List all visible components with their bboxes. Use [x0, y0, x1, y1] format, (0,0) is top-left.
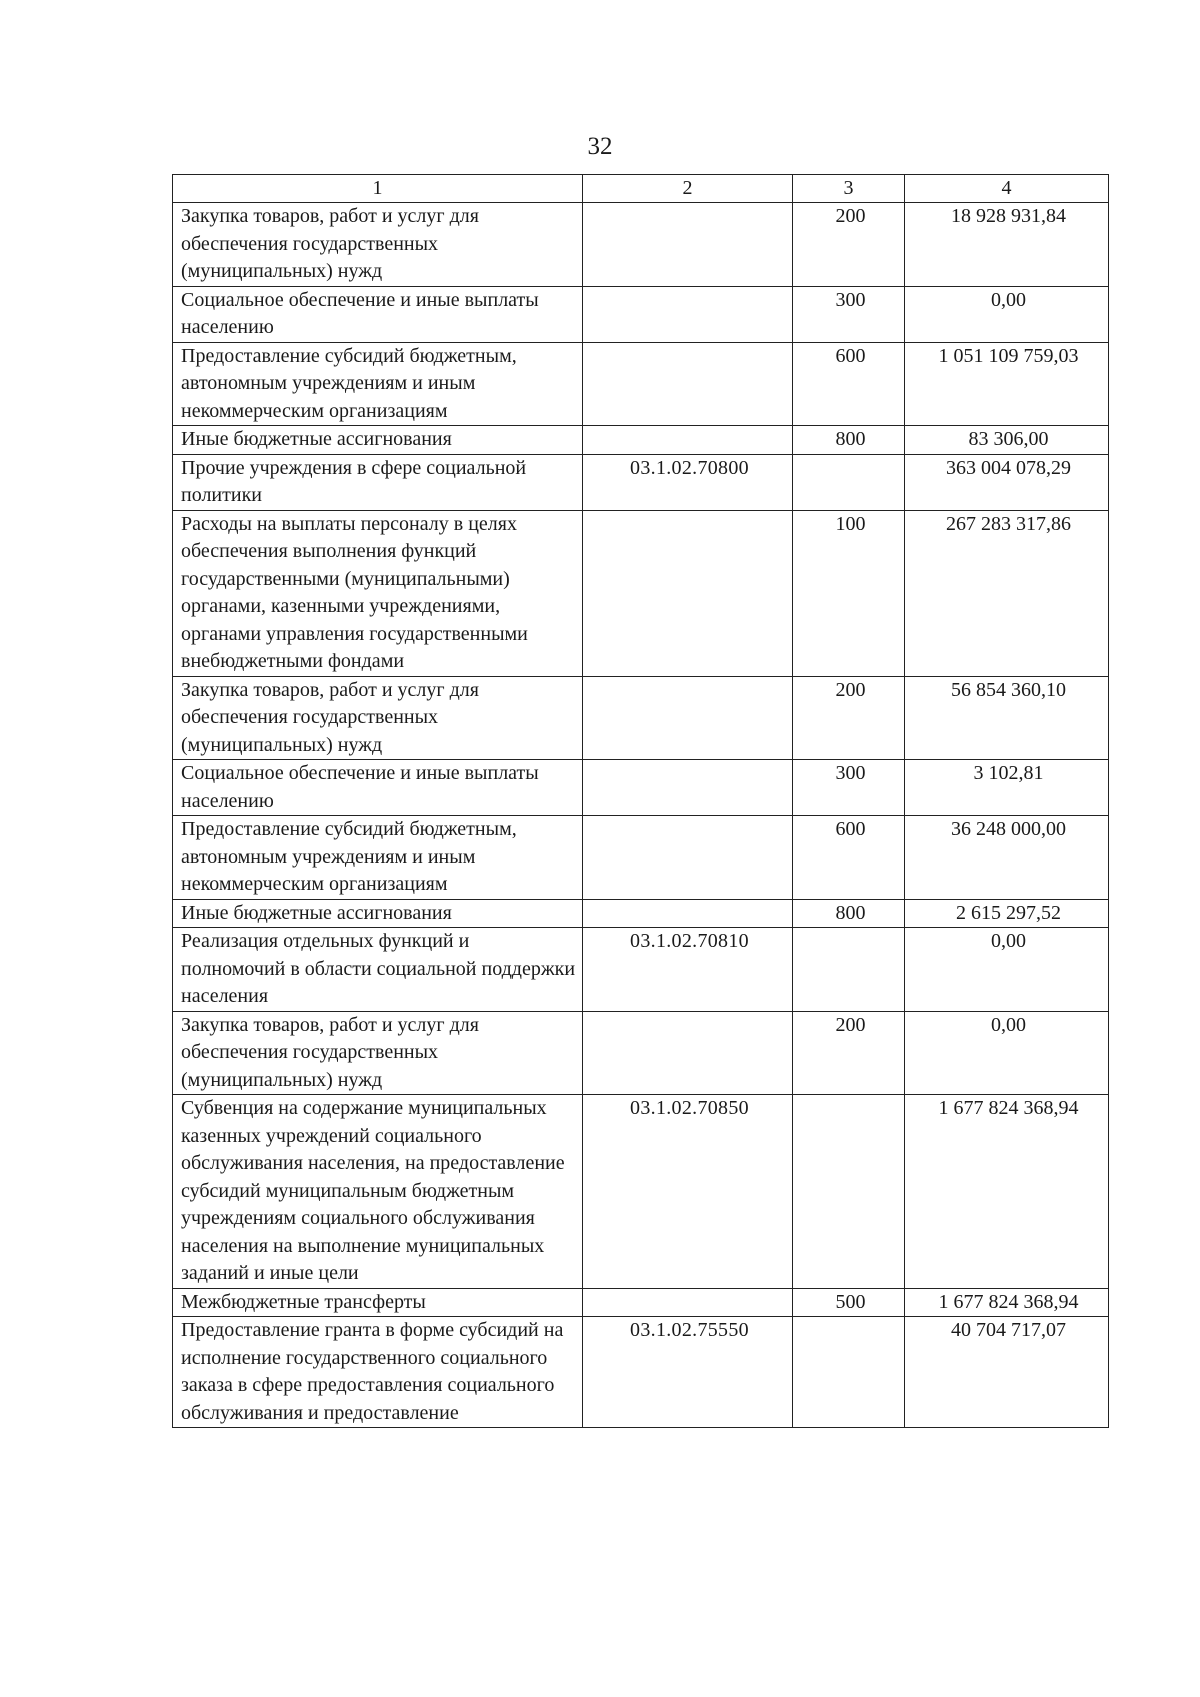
- row-type-cell: [793, 1317, 905, 1428]
- header-row: [173, 175, 1109, 203]
- row-type-cell: [793, 928, 905, 1012]
- row-type-cell: 800: [793, 426, 905, 455]
- table-row: [173, 760, 1109, 816]
- row-name-cell: Социальное обеспечение и иные выплаты населению: [173, 760, 583, 816]
- row-code-cell: [583, 1288, 793, 1317]
- row-amount-cell: 363 004 078,29: [905, 454, 1109, 510]
- row-code-cell: [583, 760, 793, 816]
- row-code-cell: [583, 510, 793, 676]
- row-type-cell: 200: [793, 203, 905, 287]
- table-row: [173, 676, 1109, 760]
- row-amount-cell: 56 854 360,10: [905, 676, 1109, 760]
- row-amount-cell: 3 102,81: [905, 760, 1109, 816]
- row-amount-cell: 83 306,00: [905, 426, 1109, 455]
- row-amount-cell: 267 283 317,86: [905, 510, 1109, 676]
- row-amount-cell: 2 615 297,52: [905, 899, 1109, 928]
- row-amount-cell: 18 928 931,84: [905, 203, 1109, 287]
- row-amount-cell: 40 704 717,07: [905, 1317, 1109, 1428]
- row-amount-cell: 36 248 000,00: [905, 816, 1109, 900]
- column-header-2: 2: [583, 175, 793, 203]
- row-name-cell: Реализация отдельных функций и полномочий в области социальной поддержки населения: [173, 928, 583, 1012]
- table-row: [173, 286, 1109, 342]
- table-row: [173, 1095, 1109, 1289]
- row-code-cell: [583, 676, 793, 760]
- row-name-cell: Прочие учреждения в сфере социальной политики: [173, 454, 583, 510]
- row-amount-cell: 0,00: [905, 286, 1109, 342]
- row-name-cell: Иные бюджетные ассигнования: [173, 426, 583, 455]
- table-row: [173, 1317, 1109, 1428]
- table-row: [173, 899, 1109, 928]
- table-row: [173, 510, 1109, 676]
- row-type-cell: [793, 1095, 905, 1289]
- table-body: [173, 203, 1109, 1428]
- row-amount-cell: 0,00: [905, 1011, 1109, 1095]
- row-code-cell: 03.1.02.70800: [583, 454, 793, 510]
- row-amount-cell: 0,00: [905, 928, 1109, 1012]
- row-type-cell: 200: [793, 676, 905, 760]
- row-name-cell: Предоставление субсидий бюджетным, автономным учреждениям и иным некоммерческим организациям: [173, 342, 583, 426]
- table-row: [173, 1011, 1109, 1095]
- row-name-cell: Межбюджетные трансферты: [173, 1288, 583, 1317]
- page-number: 32: [587, 133, 613, 160]
- row-code-cell: 03.1.02.75550: [583, 1317, 793, 1428]
- row-type-cell: 300: [793, 286, 905, 342]
- row-name-cell: Расходы на выплаты персоналу в целях обеспечения выполнения функций государственными (муниципальными) органами, казенными учреждениями, органами управления государственными внебюджетными фондами: [173, 510, 583, 676]
- row-code-cell: [583, 286, 793, 342]
- row-name-cell: Закупка товаров, работ и услуг для обеспечения государственных (муниципальных) нужд: [173, 676, 583, 760]
- column-header-1: 1: [173, 175, 583, 203]
- row-code-cell: 03.1.02.70810: [583, 928, 793, 1012]
- row-name-cell: Иные бюджетные ассигнования: [173, 899, 583, 928]
- table-header: [173, 175, 1109, 203]
- row-name-cell: Социальное обеспечение и иные выплаты населению: [173, 286, 583, 342]
- row-name-cell: Закупка товаров, работ и услуг для обеспечения государственных (муниципальных) нужд: [173, 1011, 583, 1095]
- row-amount-cell: 1 677 824 368,94: [905, 1288, 1109, 1317]
- budget-table: [172, 174, 1109, 1428]
- table-row: [173, 928, 1109, 1012]
- column-header-4: 4: [905, 175, 1109, 203]
- row-type-cell: 600: [793, 816, 905, 900]
- row-name-cell: Закупка товаров, работ и услуг для обеспечения государственных (муниципальных) нужд: [173, 203, 583, 287]
- row-code-cell: [583, 816, 793, 900]
- row-name-cell: Предоставление гранта в форме субсидий на исполнение государственного социального заказа в сфере предоставления социального обслуживания и предоставление: [173, 1317, 583, 1428]
- table-row: [173, 203, 1109, 287]
- table-row: [173, 426, 1109, 455]
- row-type-cell: 200: [793, 1011, 905, 1095]
- row-amount-cell: 1 677 824 368,94: [905, 1095, 1109, 1289]
- row-name-cell: Предоставление субсидий бюджетным, автономным учреждениям и иным некоммерческим организациям: [173, 816, 583, 900]
- table-row: [173, 342, 1109, 426]
- row-name-cell: Субвенция на содержание муниципальных казенных учреждений социального обслуживания населения, на предоставление субсидий муниципальным бюджетным учреждениям социального обслуживания населения на выполнение муниципальных заданий и иные цели: [173, 1095, 583, 1289]
- row-type-cell: 300: [793, 760, 905, 816]
- row-code-cell: [583, 426, 793, 455]
- row-type-cell: 500: [793, 1288, 905, 1317]
- row-code-cell: [583, 342, 793, 426]
- column-header-3: 3: [793, 175, 905, 203]
- row-amount-cell: 1 051 109 759,03: [905, 342, 1109, 426]
- row-type-cell: [793, 454, 905, 510]
- row-type-cell: 100: [793, 510, 905, 676]
- table-row: [173, 816, 1109, 900]
- row-type-cell: 800: [793, 899, 905, 928]
- row-type-cell: 600: [793, 342, 905, 426]
- row-code-cell: [583, 899, 793, 928]
- row-code-cell: 03.1.02.70850: [583, 1095, 793, 1289]
- table-row: [173, 454, 1109, 510]
- row-code-cell: [583, 1011, 793, 1095]
- table-row: [173, 1288, 1109, 1317]
- row-code-cell: [583, 203, 793, 287]
